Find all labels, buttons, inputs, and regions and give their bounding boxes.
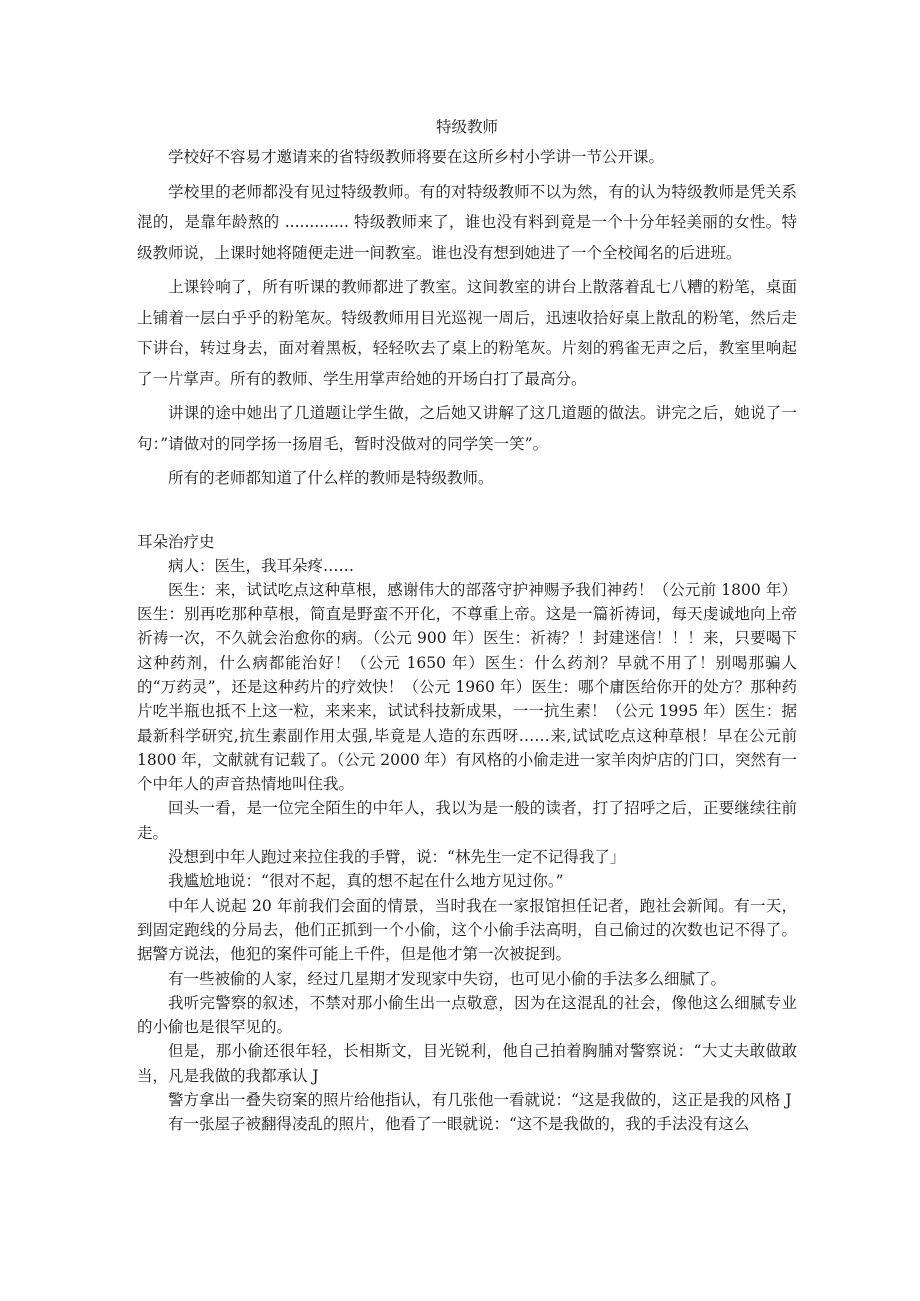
paragraph: 所有的老师都知道了什么样的教师是特级教师。 xyxy=(168,469,494,487)
paragraph: 上课铃响了，所有听课的教师都进了教室。这间教室的讲台上散落着乱七八糟的粉笔，桌面上铺着一层白乎乎的粉笔灰。特级教师用目光巡视一周后，迅速收拾好桌上散乱的粉笔，然后走下讲台，转过身去，面对着黑板，轻轻吹去了桌上的粉笔灰。片刻的鸦雀无声之后，教室里响起了一片掌声。所有的教师、学生用掌声给她的开场白打了最高分。 xyxy=(137,278,797,388)
story-title: 特级教师 xyxy=(435,118,498,136)
paragraph: 我尴尬地说：“很对不起，真的想不起在什么地方见过你。” xyxy=(168,872,564,891)
paragraph: 警方拿出一叠失窃案的照片给他指认，有几张他一看就说：“这是我做的，这正是我的风格 J xyxy=(168,1091,792,1110)
paragraph: 没想到中年人跑过来拉住我的手臂，说：“林先生一定不记得我了」 xyxy=(168,848,626,867)
story-body xyxy=(137,142,797,494)
section-body xyxy=(137,554,797,1137)
paragraph: 学校里的老师都没有见过特级教师。有的对特级教师不以为然，有的认为特级教师是凭关系混的，是靠年龄熬的 ............. 特级教师来了，谁也没有料到竟是一个十分年轻美丽的女性。特级教师说，上课时她将随便走进一间教室。谁也没有想到她进了一个全校闻名的后进班。 xyxy=(137,182,797,262)
paragraph: 回头一看，是一位完全陌生的中年人，我以为是一般的读者，打了招呼之后，正要继续往前走。 xyxy=(137,799,797,842)
paragraph: 有一张屋子被翻得凌乱的照片，他看了一眼就说：“这不是我做的，我的手法没有这么 xyxy=(168,1115,750,1134)
paragraph: 医生：来，试试吃点这种草根，感谢伟大的部落守护神赐予我们神药！（公元前 1800 年）医生：别再吃那种草根，简直是野蛮不开化，不尊重上帝。这是一篇祈祷词，每天虔诚地向上帝祈祷一次，不久就会治愈你的病。（公元 900 年）医生：祈祷？！封建迷信！！！来，只要喝下这种药剂，什么病都能治好！（公元 1650 年）医生：什么药剂？早就不用了！别喝那骗人的“万药灵”，还是这种药片的疗效快！（公元 1960 年）医生：哪个庸医给你开的处方？那种药片吃半瓶也抵不上这一粒，来来来，试试科技新成果，一一抗生素！（公元 1995 年）医生：据最新科学研究,抗生素副作用太强,毕竟是人造的东西呀……来,试试吃点这种草根！早在公元前 1800 年，文献就有记载了。（公元 2000 年）有风格的小偷走进一家羊肉炉店的门口，突然有一个中年人的声音热情地叫住我。 xyxy=(137,580,797,794)
section-divider xyxy=(137,494,797,530)
paragraph: 我听完警察的叙述，不禁对那小偷生出一点敬意，因为在这混乱的社会，像他这么细腻专业的小偷也是很罕见的。 xyxy=(137,993,797,1037)
paragraph: 但是，那小偷还很年轻，长相斯文，目光锐利，他自己拍着胸脯对警察说：“大丈夫敢做敢当，凡是我做的我都承认 J xyxy=(137,1042,797,1085)
paragraph: 中年人说起 20 年前我们会面的情景，当时我在一家报馆担任记者，跑社会新闻。有一天，到固定跑线的分局去，他们正抓到一个小偷，这个小偷手法高明，自己偷过的次数也记不得了。据警方说法，他犯的案件可能上千件，但是他才第一次被捉到。 xyxy=(137,896,797,964)
paragraph: 病人：医生，我耳朵疼…… xyxy=(168,556,355,575)
section-title: 耳朵治疗史 xyxy=(137,532,215,551)
paragraph: 讲课的途中她出了几道题让学生做，之后她又讲解了这几道题的做法。讲完之后，她说了一句：”请做对的同学扬一扬眉毛，暂时没做对的同学笑一笑”。 xyxy=(137,404,797,453)
paragraph: 学校好不容易才邀请来的省特级教师将要在这所乡村小学讲一节公开课。 xyxy=(168,148,665,166)
document-page xyxy=(137,112,797,1137)
paragraph: 有一些被偷的人家，经过几星期才发现家中失窃，也可见小偷的手法多么细腻了。 xyxy=(168,969,727,988)
